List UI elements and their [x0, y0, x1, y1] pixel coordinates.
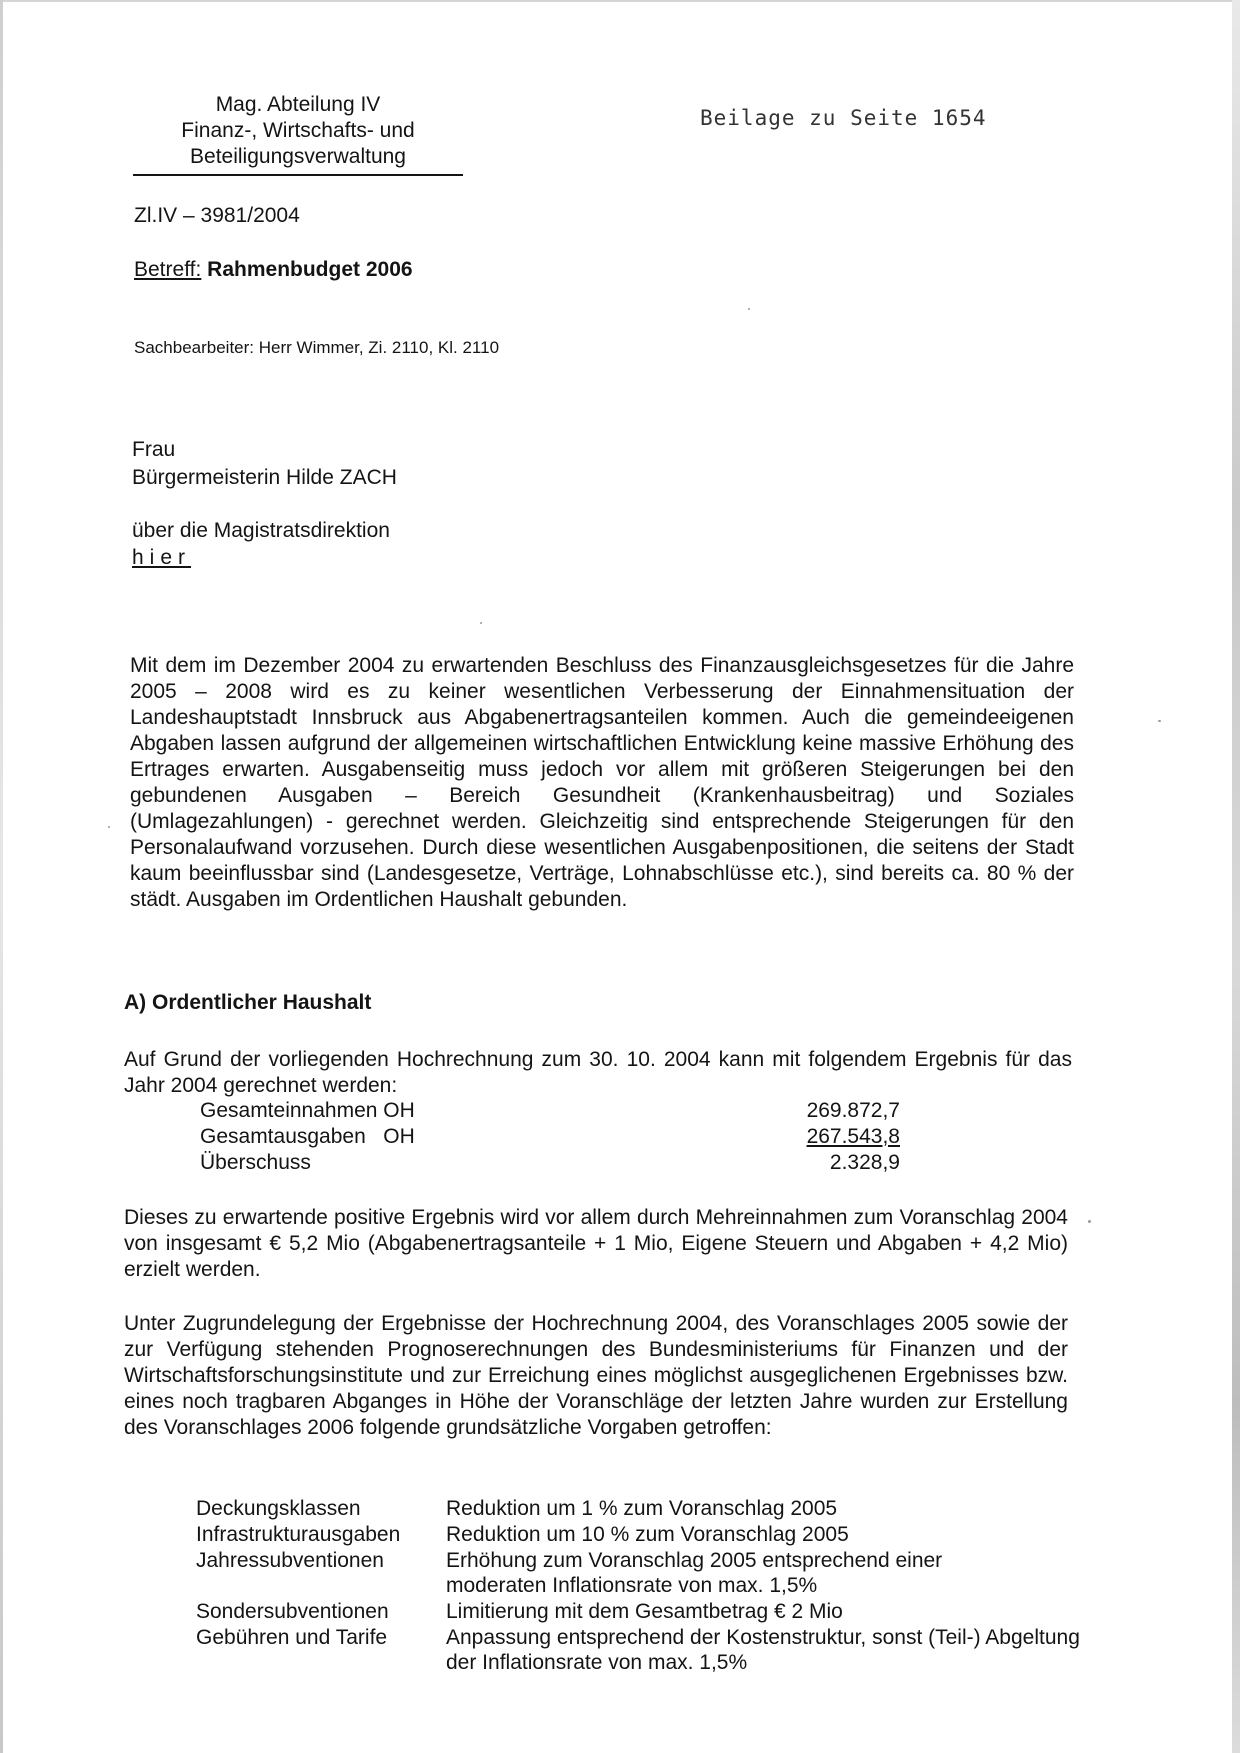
guidelines-intro: Unter Zugrundelegung der Ergebnisse der Hochrechnung 2004, des Voranschlages 2005 sowie der zur Verfügung stehenden Prognoserechnungen des Bundesministeriums für Finanzen und der Wirtschaftsforschungsinstitute und zur Erreichung eines möglichst ausgeglichenen Ergebnisses bzw. eines noch tragbaren Abganges in Höhe der Voranschläge der letzten Jahre wurden zur Erstellung des Voranschlages 2006 folgende grundsätzliche Vorgaben getroffen:: [124, 1312, 1068, 1439]
page-stamp: Beilage zu Seite 1654: [700, 106, 987, 130]
guideline-value: Anpassung entsprechend der Kostenstruktur, sonst (Teil-) Abgeltung der Inflationsrate von max. 1,5%: [446, 1626, 1080, 1674]
scan-top-edge: [0, 0, 1240, 2]
forecast-intro: Auf Grund der vorliegenden Hochrechnung zum 30. 10. 2004 kann mit folgendem Ergebnis für das Jahr 2004 gerechnet werden:: [124, 1048, 1072, 1097]
result-label: Gesamteinnahmen OH: [200, 1099, 415, 1122]
recipient-salutation: Frau: [132, 438, 176, 461]
department-line: Mag. Abteilung IV: [215, 93, 381, 116]
result-value: 267.543,8: [806, 1125, 900, 1148]
result-row: [200, 1125, 900, 1151]
guideline-label: Deckungsklassen: [196, 1497, 361, 1520]
guideline-label: Infrastrukturausgaben: [196, 1523, 401, 1546]
scan-speck: [108, 826, 110, 828]
guideline-label: Jahressubventionen: [196, 1549, 384, 1572]
subject-label: Betreff:: [134, 258, 202, 281]
recipient-location: [132, 546, 191, 570]
guideline-value: Limitierung mit dem Gesamtbetrag € 2 Mio: [446, 1600, 843, 1623]
reference-number: Zl.IV – 3981/2004: [134, 204, 300, 227]
guideline-label: Gebühren und Tarife: [196, 1626, 388, 1649]
section-heading: A) Ordentlicher Haushalt: [124, 991, 372, 1014]
result-value: 269.872,7: [806, 1099, 900, 1122]
result-label: Überschuss: [200, 1151, 311, 1174]
guideline-value: Reduktion um 10 % zum Voranschlag 2005: [446, 1523, 849, 1546]
clerk-info: Sachbearbeiter: Herr Wimmer, Zi. 2110, Kl. 2110: [134, 338, 500, 357]
result-label: Gesamtausgaben OH: [200, 1125, 415, 1148]
subject-value: Rahmenbudget 2006: [207, 258, 413, 281]
guideline-label: Sondersubventionen: [196, 1600, 389, 1623]
department-block: [133, 92, 463, 170]
intro-paragraph: Mit dem im Dezember 2004 zu erwartenden Beschluss des Finanzausgleichsgesetzes für die Jahre 2005 – 2008 wird es zu keiner wesentlichen Verbesserung der Einnahmensituation der Landeshauptstadt Innsbruck aus Abgabenertragsanteilen kommen. Auch die gemeindeeigenen Abgaben lassen aufgrund der allgemeinen wirtschaftlichen Entwicklung keine massive Erhöhung des Ertrages erwarten. Ausgabenseitig muss jedoch vor allem mit größeren Steigerungen bei den gebundenen Ausgaben – Bereich Gesundheit (Krankenhausbeitrag) und Soziales (Umlagezahlungen) - gerechnet werden. Gleichzeitig sind entsprechende Steigerungen für den Personalaufwand vorzusehen. Durch diese wesentlichen Ausgabenpositionen, die seitens der Stadt kaum beeinflussbar sind (Landesgesetze, Verträge, Lohnabschlüsse etc.), sind bereits ca. 80 % der städt. Ausgaben im Ordentlichen Haushalt gebunden.: [130, 654, 1074, 911]
result-value: 2.328,9: [829, 1151, 900, 1174]
recipient-name: Bürgermeisterin Hilde ZACH: [132, 466, 397, 489]
scan-right-edge: [1232, 0, 1240, 1753]
department-line: Finanz-, Wirtschafts- und: [181, 119, 415, 142]
scan-speck: [480, 622, 482, 624]
scan-speck: [1088, 1220, 1091, 1223]
scan-speck: [1158, 720, 1161, 722]
department-line: Beteiligungsverwaltung: [190, 145, 406, 168]
subject-line: [134, 258, 413, 282]
recipient-location-text: hier: [132, 546, 192, 569]
recipient-via: über die Magistratsdirektion: [132, 519, 390, 542]
result-explanation: Dieses zu erwartende positive Ergebnis wird vor allem durch Mehreinnahmen zum Voranschlag 2004 von insgesamt € 5,2 Mio (Abgabenertragsanteile + 1 Mio, Eigene Steuern und Abgaben + 4,2 Mio) erzielt werden.: [124, 1206, 1068, 1281]
scan-speck: [748, 308, 750, 310]
result-row: [200, 1151, 900, 1177]
result-row: [200, 1099, 900, 1125]
department-rule: [133, 174, 463, 176]
scan-left-edge: [0, 0, 3, 1753]
guideline-value: Reduktion um 1 % zum Voranschlag 2005: [446, 1497, 838, 1520]
guideline-value: Erhöhung zum Voranschlag 2005 entsprechend einer moderaten Inflationsrate von max. 1,5%: [446, 1549, 943, 1597]
